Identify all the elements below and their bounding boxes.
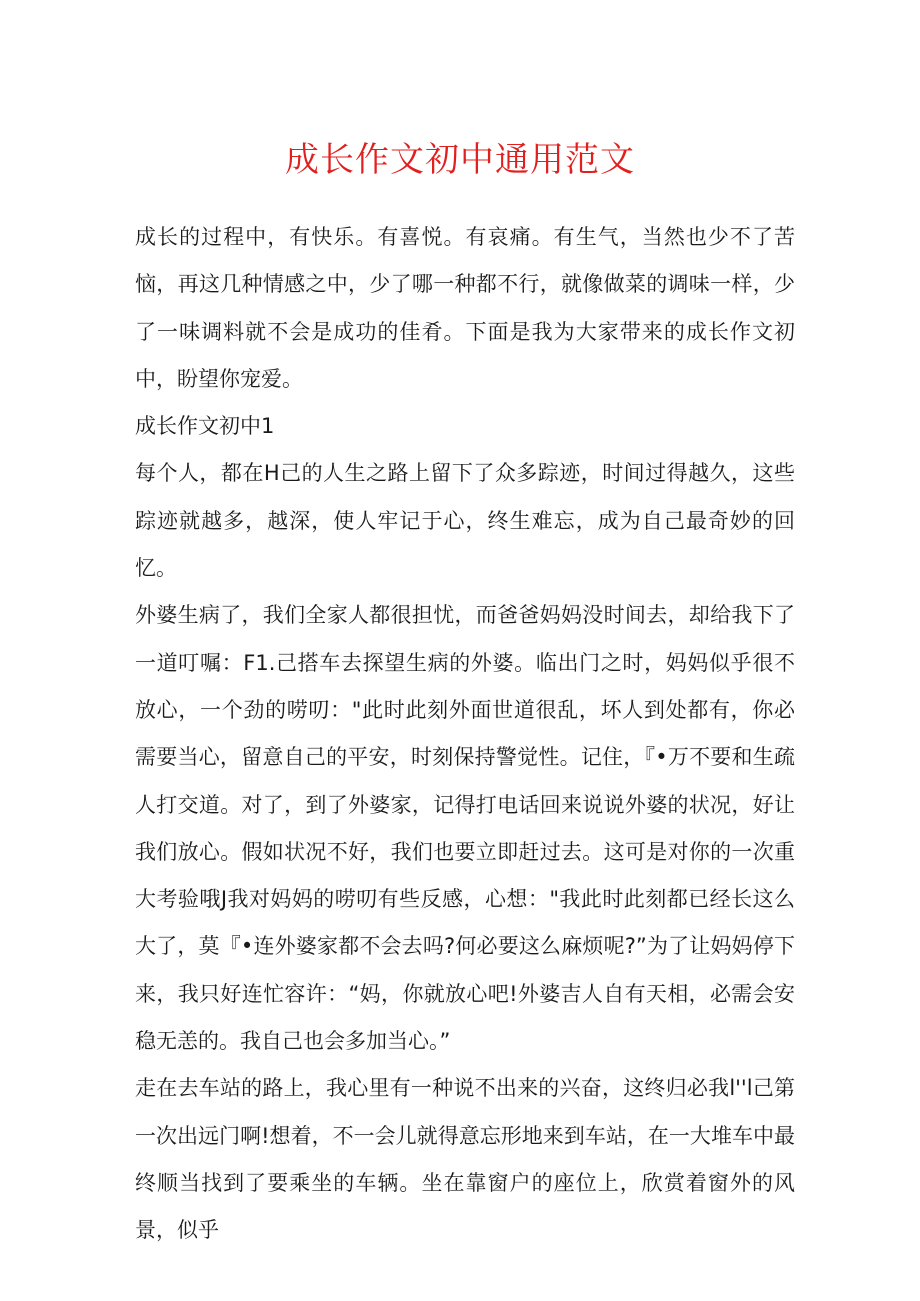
paragraph-1: 每个人，都在H己的人生之路上留下了众多踪迹，时间过得越久，这些踪迹就越多，越深，使人牢记于心，终生难忘，成为自己最奇妙的回忆。 <box>135 461 795 581</box>
paragraph-2: 外婆生病了，我们全家人都很担忧，而爸爸妈妈没时间去，却给我下了一道叮嘱：F1.己搭车去探望生病的外婆。临出门之时，妈妈似乎很不放心，一个劲的唠叨："此时此刻外面世道很乱，坏人到处都有，你必需要当心，留意自己的平安，时刻保持警觉性。记住，『•万不要和生疏人打交道。对了，到了外婆家，记得打电话回来说说外婆的状况，好让我们放心。假如状况不好，我们也要立即赶过去。这可是对你的一次重大考验哦J我对妈妈的唠叨有些反感，心想："我此时此刻都已经长这么大了，莫『•连外婆家都不会去吗?何必要这么麻烦呢?”为了让妈妈停下来，我只好连忙容许：“妈，你就放心吧!外婆吉人自有天相，必需会安稳无恙的。我自己也会多加当心。” <box>135 603 795 1054</box>
document-title: 成长作文初中通用范文 <box>285 140 635 180</box>
paragraph-3: 走在去车站的路上，我心里有一种说不出来的兴奋，这终归必我l''l己第一次出远门啊!想着，不一会儿就得意忘形地来到车站，在一大堆车中最终顺当找到了要乘坐的车辆。坐在靠窗户的座位上，欣赏着窗外的风景，似乎 <box>135 1076 795 1243</box>
document-body <box>135 214 795 1255</box>
section-heading: 成长作文初中1 <box>135 414 275 439</box>
paragraph-intro: 成长的过程中，有快乐。有喜悦。有哀痛。有生气，当然也少不了苦恼，再这几种情感之中，少了哪一种都不行，就像做菜的调味一样，少了一味调料就不会是成功的佳肴。下面是我为大家带来的成长作文初中，盼望你宠爱。 <box>135 225 795 391</box>
